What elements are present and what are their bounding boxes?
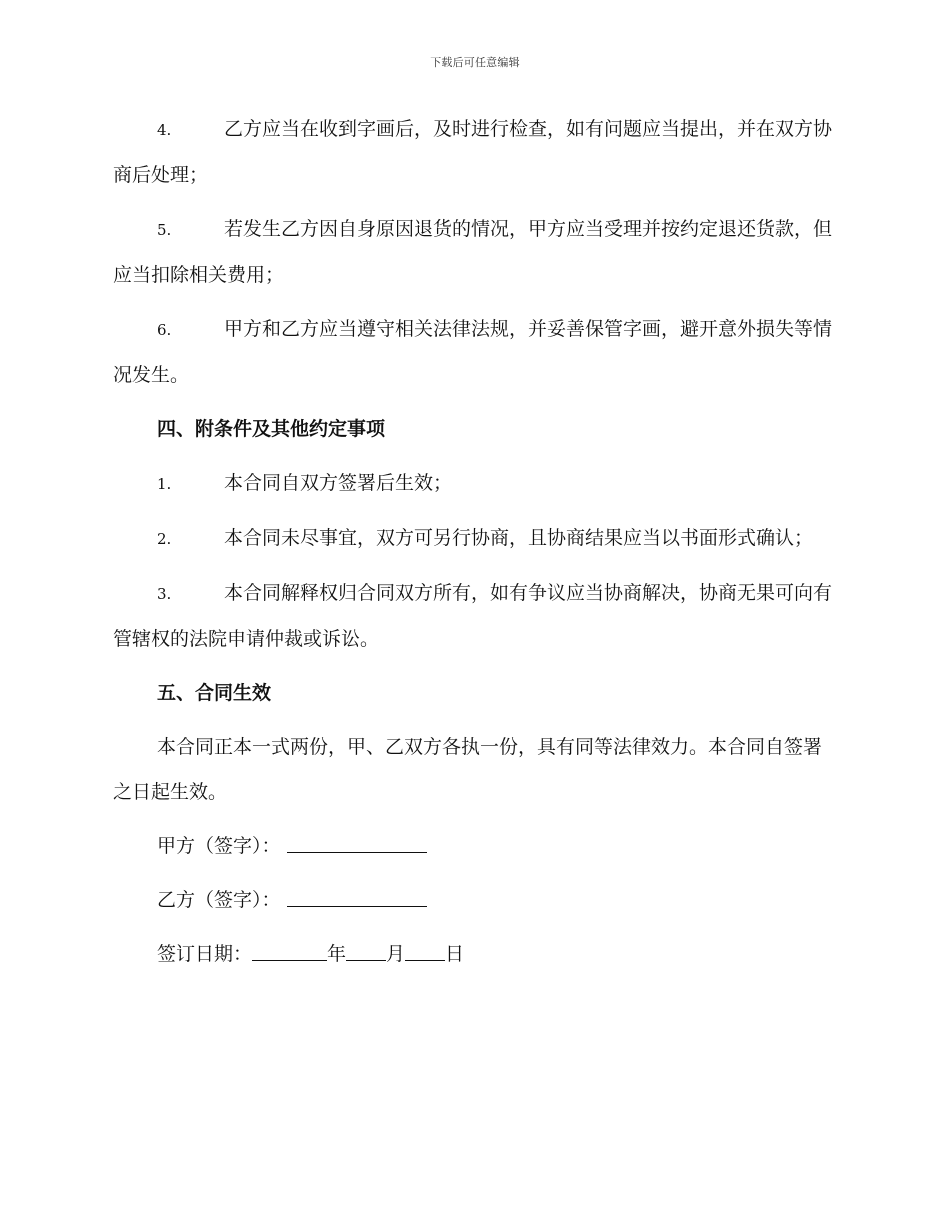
list-text: 若发生乙方因自身原因退货的情况，甲方应当受理并按约定退还货款，但应当扣除相关费用；: [113, 218, 833, 286]
section-heading-5: 五、合同生效: [157, 682, 272, 704]
date-label: 签订日期：: [157, 943, 253, 965]
list-number: 4.: [157, 121, 172, 139]
list-text: 乙方应当在收到字画后，及时进行检查，如有问题应当提出，并在双方协商后处理；: [113, 118, 833, 186]
list-text: 本合同解释权归合同双方所有，如有争议应当协商解决，协商无果可向有管辖权的法院申请仲裁或诉讼。: [113, 582, 833, 650]
list-item: [113, 307, 833, 398]
effect-paragraph: 本合同正本一式两份，甲、乙双方各执一份，具有同等法律效力。本合同自签署之日起生效。: [113, 736, 823, 803]
list-text: 本合同未尽事宜，双方可另行协商，且协商结果应当以书面形式确认；: [224, 527, 814, 549]
party-b-signature-line: [113, 878, 833, 923]
list-number: 6.: [157, 321, 172, 339]
year-char: 年: [327, 943, 347, 965]
signing-date-line: [113, 932, 833, 977]
list-number: 1.: [157, 475, 172, 493]
party-b-label: 乙方（签字）：: [157, 889, 281, 911]
party-a-signature-line: [113, 824, 833, 869]
list-item: [113, 571, 833, 662]
list-number: 3.: [157, 585, 172, 603]
year-blank[interactable]: [252, 941, 327, 961]
list-text: 甲方和乙方应当遵守相关法律法规，并妥善保管字画，避开意外损失等情况发生。: [113, 318, 833, 386]
day-blank[interactable]: [405, 941, 445, 961]
document-body: [113, 107, 833, 986]
party-b-signature-blank[interactable]: [287, 887, 427, 907]
list-item: [113, 461, 833, 507]
page-header: 下载后可任意编辑: [430, 56, 520, 69]
party-a-signature-blank[interactable]: [287, 833, 427, 853]
list-text: 本合同自双方签署后生效；: [224, 472, 453, 494]
party-a-label: 甲方（签字）：: [157, 835, 281, 857]
month-blank[interactable]: [346, 941, 386, 961]
list-number: 5.: [157, 221, 172, 239]
section-heading-4: 四、附条件及其他约定事项: [157, 418, 386, 440]
list-item: [113, 107, 833, 198]
day-char: 日: [445, 943, 465, 965]
month-char: 月: [386, 943, 406, 965]
list-item: [113, 207, 833, 298]
list-number: 2.: [157, 530, 172, 548]
list-item: [113, 516, 833, 562]
